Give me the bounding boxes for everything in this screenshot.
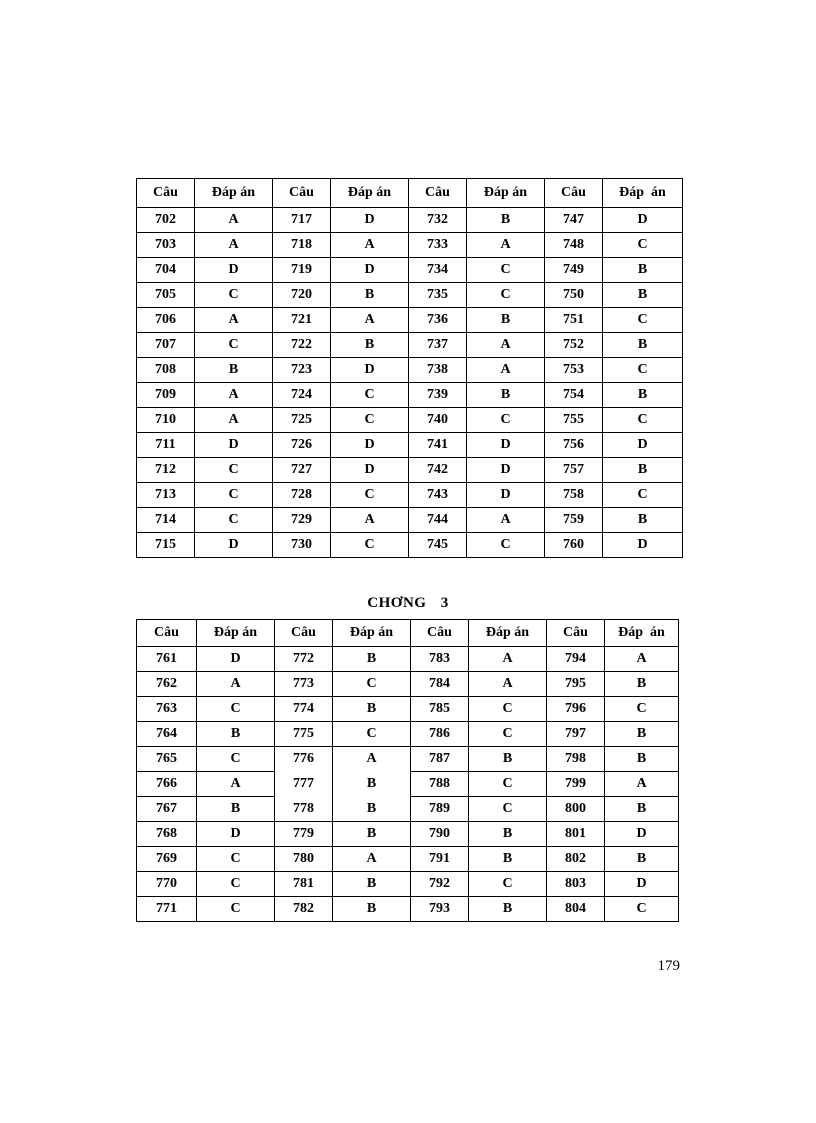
answer-cell: A bbox=[195, 233, 273, 258]
question-number-cell: 749 bbox=[545, 258, 603, 283]
question-number-cell: 767 bbox=[137, 797, 197, 822]
answer-cell: D bbox=[195, 258, 273, 283]
question-number-cell: 788 bbox=[411, 772, 469, 797]
answer-cell: A bbox=[195, 308, 273, 333]
answer-cell: B bbox=[605, 847, 679, 872]
question-number-cell: 802 bbox=[547, 847, 605, 872]
question-number-cell: 725 bbox=[273, 408, 331, 433]
answer-cell: B bbox=[333, 822, 411, 847]
answer-cell: C bbox=[331, 533, 409, 558]
table-row bbox=[137, 283, 683, 308]
answer-cell: C bbox=[603, 233, 683, 258]
answer-cell: C bbox=[603, 408, 683, 433]
question-number-cell: 756 bbox=[545, 433, 603, 458]
answer-cell: C bbox=[195, 508, 273, 533]
question-number-cell: 774 bbox=[275, 697, 333, 722]
answer-cell: C bbox=[469, 872, 547, 897]
question-number-cell: 752 bbox=[545, 333, 603, 358]
question-number-cell: 748 bbox=[545, 233, 603, 258]
table-row bbox=[137, 483, 683, 508]
question-number-cell: 744 bbox=[409, 508, 467, 533]
answer-cell: C bbox=[197, 747, 275, 772]
answer-cell: B bbox=[331, 283, 409, 308]
answer-cell: C bbox=[333, 722, 411, 747]
header-dap-an: Đáp án bbox=[605, 620, 679, 647]
answer-cell: C bbox=[605, 897, 679, 922]
question-number-cell: 758 bbox=[545, 483, 603, 508]
answer-cell: A bbox=[605, 647, 679, 672]
question-number-cell: 803 bbox=[547, 872, 605, 897]
question-number-cell: 770 bbox=[137, 872, 197, 897]
question-number-cell: 709 bbox=[137, 383, 195, 408]
question-number-cell: 750 bbox=[545, 283, 603, 308]
question-number-cell: 777 bbox=[275, 772, 333, 797]
question-number-cell: 738 bbox=[409, 358, 467, 383]
question-number-cell: 797 bbox=[547, 722, 605, 747]
answer-cell: B bbox=[197, 722, 275, 747]
header-cau: Câu bbox=[409, 179, 467, 208]
table-row bbox=[137, 233, 683, 258]
table-row bbox=[137, 333, 683, 358]
question-number-cell: 780 bbox=[275, 847, 333, 872]
question-number-cell: 784 bbox=[411, 672, 469, 697]
answer-cell: B bbox=[605, 722, 679, 747]
answer-cell: D bbox=[331, 208, 409, 233]
question-number-cell: 753 bbox=[545, 358, 603, 383]
answer-cell: C bbox=[195, 458, 273, 483]
question-number-cell: 727 bbox=[273, 458, 331, 483]
table-row bbox=[137, 308, 683, 333]
answer-cell: B bbox=[469, 847, 547, 872]
answer-cell: A bbox=[467, 508, 545, 533]
header-cau: Câu bbox=[137, 620, 197, 647]
answer-table-2-body bbox=[137, 647, 679, 922]
answer-cell: A bbox=[333, 747, 411, 772]
answer-cell: B bbox=[197, 797, 275, 822]
question-number-cell: 773 bbox=[275, 672, 333, 697]
question-number-cell: 775 bbox=[275, 722, 333, 747]
question-number-cell: 740 bbox=[409, 408, 467, 433]
question-number-cell: 730 bbox=[273, 533, 331, 558]
question-number-cell: 710 bbox=[137, 408, 195, 433]
question-number-cell: 766 bbox=[137, 772, 197, 797]
answer-cell: B bbox=[333, 897, 411, 922]
question-number-cell: 722 bbox=[273, 333, 331, 358]
question-number-cell: 772 bbox=[275, 647, 333, 672]
answer-table-1 bbox=[136, 178, 683, 558]
table-row bbox=[137, 433, 683, 458]
header-cau: Câu bbox=[545, 179, 603, 208]
table-row bbox=[137, 772, 679, 797]
question-number-cell: 778 bbox=[275, 797, 333, 822]
answer-cell: C bbox=[331, 483, 409, 508]
question-number-cell: 728 bbox=[273, 483, 331, 508]
table-row bbox=[137, 408, 683, 433]
question-number-cell: 712 bbox=[137, 458, 195, 483]
question-number-cell: 795 bbox=[547, 672, 605, 697]
question-number-cell: 769 bbox=[137, 847, 197, 872]
answer-table-1-body bbox=[137, 208, 683, 558]
question-number-cell: 771 bbox=[137, 897, 197, 922]
question-number-cell: 741 bbox=[409, 433, 467, 458]
table-header-row bbox=[137, 179, 683, 208]
answer-cell: B bbox=[333, 797, 411, 822]
question-number-cell: 707 bbox=[137, 333, 195, 358]
answer-cell: D bbox=[331, 458, 409, 483]
table-row bbox=[137, 458, 683, 483]
table-row bbox=[137, 383, 683, 408]
answer-cell: B bbox=[469, 897, 547, 922]
question-number-cell: 715 bbox=[137, 533, 195, 558]
question-number-cell: 793 bbox=[411, 897, 469, 922]
question-number-cell: 764 bbox=[137, 722, 197, 747]
question-number-cell: 791 bbox=[411, 847, 469, 872]
table-row bbox=[137, 533, 683, 558]
question-number-cell: 759 bbox=[545, 508, 603, 533]
question-number-cell: 792 bbox=[411, 872, 469, 897]
answer-cell: B bbox=[603, 283, 683, 308]
header-dap-an: Đáp án bbox=[469, 620, 547, 647]
table-row bbox=[137, 358, 683, 383]
answer-cell: A bbox=[195, 208, 273, 233]
answer-cell: A bbox=[469, 647, 547, 672]
table-row bbox=[137, 822, 679, 847]
header-cau: Câu bbox=[411, 620, 469, 647]
answer-cell: D bbox=[467, 483, 545, 508]
answer-cell: B bbox=[333, 647, 411, 672]
answer-cell: D bbox=[603, 208, 683, 233]
answer-cell: C bbox=[331, 383, 409, 408]
answer-cell: C bbox=[197, 897, 275, 922]
answer-cell: A bbox=[333, 847, 411, 872]
question-number-cell: 751 bbox=[545, 308, 603, 333]
answer-cell: B bbox=[605, 672, 679, 697]
question-number-cell: 800 bbox=[547, 797, 605, 822]
header-dap-an: Đáp án bbox=[331, 179, 409, 208]
header-dap-an: Đáp án bbox=[467, 179, 545, 208]
question-number-cell: 783 bbox=[411, 647, 469, 672]
table-row bbox=[137, 797, 679, 822]
answer-cell: D bbox=[197, 822, 275, 847]
question-number-cell: 703 bbox=[137, 233, 195, 258]
question-number-cell: 763 bbox=[137, 697, 197, 722]
question-number-cell: 747 bbox=[545, 208, 603, 233]
question-number-cell: 717 bbox=[273, 208, 331, 233]
answer-cell: C bbox=[333, 672, 411, 697]
question-number-cell: 798 bbox=[547, 747, 605, 772]
header-cau: Câu bbox=[137, 179, 195, 208]
question-number-cell: 736 bbox=[409, 308, 467, 333]
header-cau: Câu bbox=[273, 179, 331, 208]
table-row bbox=[137, 647, 679, 672]
question-number-cell: 761 bbox=[137, 647, 197, 672]
answer-cell: A bbox=[605, 772, 679, 797]
header-cau: Câu bbox=[547, 620, 605, 647]
answer-cell: D bbox=[197, 647, 275, 672]
table-row bbox=[137, 672, 679, 697]
question-number-cell: 720 bbox=[273, 283, 331, 308]
answer-cell: C bbox=[195, 333, 273, 358]
question-number-cell: 757 bbox=[545, 458, 603, 483]
answer-cell: B bbox=[467, 208, 545, 233]
question-number-cell: 760 bbox=[545, 533, 603, 558]
answer-cell: B bbox=[603, 508, 683, 533]
answer-cell: B bbox=[603, 333, 683, 358]
answer-cell: D bbox=[331, 358, 409, 383]
answer-cell: C bbox=[197, 697, 275, 722]
question-number-cell: 768 bbox=[137, 822, 197, 847]
answer-cell: D bbox=[195, 533, 273, 558]
answer-cell: C bbox=[603, 308, 683, 333]
question-number-cell: 713 bbox=[137, 483, 195, 508]
table-row bbox=[137, 847, 679, 872]
answer-cell: C bbox=[469, 772, 547, 797]
question-number-cell: 790 bbox=[411, 822, 469, 847]
table-row bbox=[137, 258, 683, 283]
answer-cell: C bbox=[195, 283, 273, 308]
question-number-cell: 729 bbox=[273, 508, 331, 533]
answer-cell: C bbox=[195, 483, 273, 508]
answer-cell: D bbox=[195, 433, 273, 458]
answer-cell: A bbox=[331, 233, 409, 258]
question-number-cell: 726 bbox=[273, 433, 331, 458]
table-header-row bbox=[137, 620, 679, 647]
question-number-cell: 799 bbox=[547, 772, 605, 797]
answer-cell: C bbox=[603, 483, 683, 508]
question-number-cell: 723 bbox=[273, 358, 331, 383]
answer-cell: B bbox=[469, 747, 547, 772]
table-row bbox=[137, 897, 679, 922]
question-number-cell: 789 bbox=[411, 797, 469, 822]
answer-cell: D bbox=[603, 533, 683, 558]
answer-cell: A bbox=[195, 408, 273, 433]
answer-cell: C bbox=[469, 697, 547, 722]
question-number-cell: 704 bbox=[137, 258, 195, 283]
answer-cell: B bbox=[333, 697, 411, 722]
answer-cell: D bbox=[603, 433, 683, 458]
question-number-cell: 718 bbox=[273, 233, 331, 258]
answer-cell: B bbox=[467, 383, 545, 408]
question-number-cell: 745 bbox=[409, 533, 467, 558]
answer-cell: A bbox=[197, 772, 275, 797]
table-row bbox=[137, 508, 683, 533]
answer-cell: A bbox=[331, 308, 409, 333]
question-number-cell: 755 bbox=[545, 408, 603, 433]
answer-cell: C bbox=[331, 408, 409, 433]
answer-cell: B bbox=[195, 358, 273, 383]
answer-cell: D bbox=[467, 433, 545, 458]
answer-cell: A bbox=[467, 233, 545, 258]
table-row bbox=[137, 697, 679, 722]
answer-cell: B bbox=[603, 258, 683, 283]
question-number-cell: 706 bbox=[137, 308, 195, 333]
question-number-cell: 735 bbox=[409, 283, 467, 308]
question-number-cell: 796 bbox=[547, 697, 605, 722]
question-number-cell: 711 bbox=[137, 433, 195, 458]
question-number-cell: 785 bbox=[411, 697, 469, 722]
question-number-cell: 721 bbox=[273, 308, 331, 333]
question-number-cell: 742 bbox=[409, 458, 467, 483]
answer-cell: B bbox=[333, 772, 411, 797]
question-number-cell: 779 bbox=[275, 822, 333, 847]
question-number-cell: 743 bbox=[409, 483, 467, 508]
answer-cell: A bbox=[331, 508, 409, 533]
header-dap-an: Đáp án bbox=[197, 620, 275, 647]
answer-cell: D bbox=[467, 458, 545, 483]
answer-cell: C bbox=[469, 722, 547, 747]
answer-cell: D bbox=[331, 258, 409, 283]
answer-cell: C bbox=[469, 797, 547, 822]
answer-cell: D bbox=[605, 822, 679, 847]
question-number-cell: 733 bbox=[409, 233, 467, 258]
answer-cell: C bbox=[467, 408, 545, 433]
answer-cell: C bbox=[603, 358, 683, 383]
question-number-cell: 781 bbox=[275, 872, 333, 897]
question-number-cell: 801 bbox=[547, 822, 605, 847]
question-number-cell: 765 bbox=[137, 747, 197, 772]
answer-cell: B bbox=[605, 797, 679, 822]
answer-cell: C bbox=[467, 283, 545, 308]
table-row bbox=[137, 208, 683, 233]
answer-cell: C bbox=[605, 697, 679, 722]
question-number-cell: 804 bbox=[547, 897, 605, 922]
answer-cell: C bbox=[467, 258, 545, 283]
question-number-cell: 732 bbox=[409, 208, 467, 233]
page-number: 179 bbox=[657, 958, 680, 974]
answer-cell: A bbox=[469, 672, 547, 697]
question-number-cell: 708 bbox=[137, 358, 195, 383]
question-number-cell: 702 bbox=[137, 208, 195, 233]
question-number-cell: 762 bbox=[137, 672, 197, 697]
answer-cell: D bbox=[331, 433, 409, 458]
question-number-cell: 794 bbox=[547, 647, 605, 672]
answer-cell: A bbox=[467, 358, 545, 383]
answer-cell: A bbox=[467, 333, 545, 358]
header-cau: Câu bbox=[275, 620, 333, 647]
question-number-cell: 739 bbox=[409, 383, 467, 408]
question-number-cell: 714 bbox=[137, 508, 195, 533]
table-row bbox=[137, 747, 679, 772]
question-number-cell: 776 bbox=[275, 747, 333, 772]
answer-cell: B bbox=[469, 822, 547, 847]
answer-cell: A bbox=[197, 672, 275, 697]
answer-cell: A bbox=[195, 383, 273, 408]
table-row bbox=[137, 722, 679, 747]
answer-cell: C bbox=[467, 533, 545, 558]
question-number-cell: 734 bbox=[409, 258, 467, 283]
answer-cell: B bbox=[603, 458, 683, 483]
question-number-cell: 724 bbox=[273, 383, 331, 408]
answer-cell: C bbox=[197, 847, 275, 872]
header-dap-an: Đáp án bbox=[195, 179, 273, 208]
answer-cell: B bbox=[333, 872, 411, 897]
question-number-cell: 719 bbox=[273, 258, 331, 283]
answer-cell: B bbox=[331, 333, 409, 358]
question-number-cell: 754 bbox=[545, 383, 603, 408]
answer-table-2 bbox=[136, 619, 679, 922]
table-row bbox=[137, 872, 679, 897]
question-number-cell: 782 bbox=[275, 897, 333, 922]
question-number-cell: 705 bbox=[137, 283, 195, 308]
answer-cell: B bbox=[605, 747, 679, 772]
header-dap-an: Đáp án bbox=[603, 179, 683, 208]
question-number-cell: 787 bbox=[411, 747, 469, 772]
question-number-cell: 786 bbox=[411, 722, 469, 747]
answer-cell: D bbox=[605, 872, 679, 897]
answer-cell: B bbox=[603, 383, 683, 408]
answer-cell: C bbox=[197, 872, 275, 897]
answer-cell: B bbox=[467, 308, 545, 333]
question-number-cell: 737 bbox=[409, 333, 467, 358]
header-dap-an: Đáp án bbox=[333, 620, 411, 647]
chapter-heading: CHƠNG 3 bbox=[367, 595, 449, 611]
